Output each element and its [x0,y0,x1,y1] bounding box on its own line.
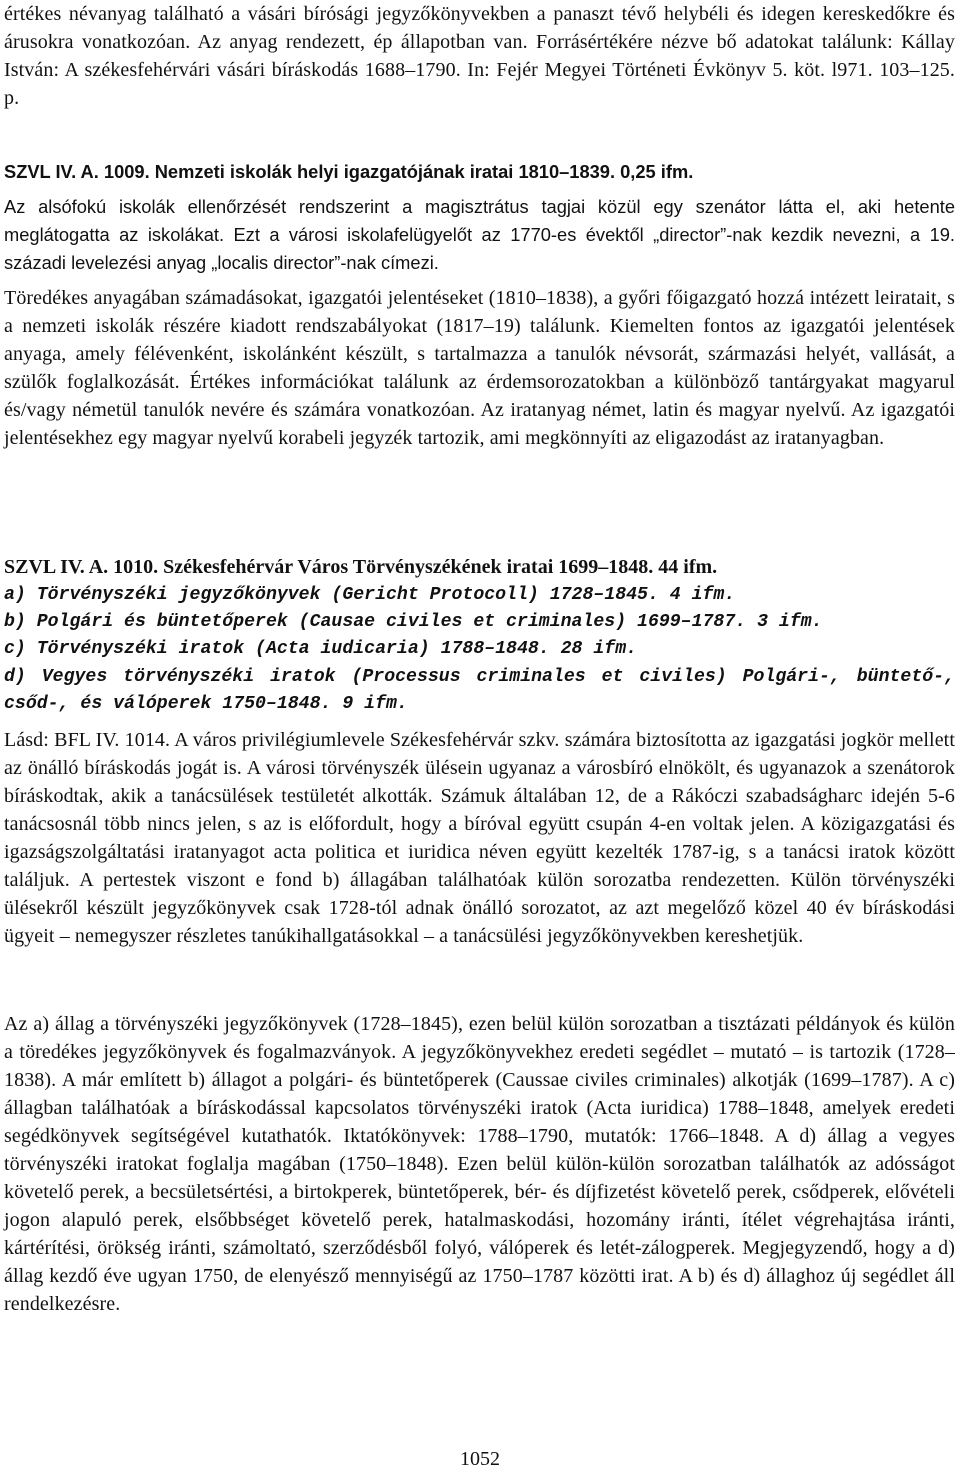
section-1010-heading: SZVL IV. A. 1010. Székesfehérvár Város Törvényszékének iratai 1699–1848. 44 ifm. [4,556,718,578]
section-1010-sub-b: b) Polgári és büntetőperek (Causae civiles et criminales) 1699–1787. 3 ifm. [4,612,823,632]
section-1010-sub-a: a) Törvényszéki jegyzőkönyvek (Gericht Protocoll) 1728–1845. 4 ifm. [4,585,736,605]
section-1010-sub-c: c) Törvényszéki iratok (Acta iudicaria) 1788–1848. 28 ifm. [4,639,638,659]
section-1010-sub-d: d) Vegyes törvényszéki iratok (Processus criminales et civiles) Polgári-, büntető-, csőd-, és válóperek 1750–1848. 9 ifm. [4,667,955,714]
section-1010-paragraph-1: Lásd: BFL IV. 1014. A város privilégiumlevele Székesfehérvár szkv. számára biztosította az igazgatási jogkör mellett az önálló bíráskodás jogát is. A városi törvényszék ülésein ugyanaz a városbíró elnökölt, és ugyanazok a szenátorok bíráskodtak, akik a tanácsülések testületét alkották. Számuk általában 12, de a Rákóczi szabadságharc idején 5-6 tanácsosnál több nincs jelen, s az is előfordult, hogy a bíróval együtt csupán 4-en voltak jelen. A közigazgatási és igazságszolgáltatási iratanyagot acta politica et iuridica néven együtt kezelték 1787-ig, s a tanácsi iratok között találjuk. A pertestek viszont e fond b) állagában találhatóak külön sorozatba rendezetten. Külön törvényszéki ülésekről készült jegyzőkönyvek csak 1728-tól adnak önálló sorozatot, az azt megelőző közel 40 év bíráskodási ügyeit – nemegyszer részletes tanúkihallgatásokkal – a tanácsülési jegyzőkönyvekben kereshetjük. [4,729,955,947]
section-1009-paragraph-1: Az alsófokú iskolák ellenőrzését rendszerint a magisztrátus tagjai közül egy szenátor látta el, aki hetente meglátogatta az iskolákat. Ezt a városi iskolafelügyelőt az 1770-es évektől „director”-nak kezdik nevezni, a 19. századi levelezési anyag „localis director”-nak címezi. [4,196,955,273]
intro-paragraph: értékes névanyag található a vásári bírósági jegyzőkönyvekben a panaszt tévő helybéli és idegen kereskedőkre és árusokra vonatkozóan. Az anyag rendezett, ép állapotban van. Forrásértékére nézve bő adatokat találunk: Kállay István: A székesfehérvári vásári bíráskodás 1688–1790. In: Fejér Megyei Történeti Évkönyv 5. köt. l971. 103–125. p. [4,3,955,109]
section-1009-heading: SZVL IV. A. 1009. Nemzeti iskolák helyi igazgatójának iratai 1810–1839. 0,25 ifm. [4,161,694,182]
section-1010-paragraph-2: Az a) állag a törvényszéki jegyzőkönyvek (1728–1845), ezen belül külön sorozatban a tisztázati példányok és külön a töredékes jegyzőkönyvek és fogalmazványok. A jegyzőkönyvekhez eredeti segédlet – mutató – is tartozik (1728–1838). A már említett b) állagot a polgári- és büntetőperek (Caussae civiles criminales) alkotják (1699–1787). A c) állagban találhatóak a bíráskodással kapcsolatos törvényszéki iratok (Acta iuridica) 1788–1848, amelyek eredeti segédkönyvek segítségével kutathatók. Iktatókönyvek: 1788–1790, mutatók: 1766–1848. A d) állag a vegyes törvényszéki iratokat foglalja magában (1750–1848). Ezen belül külön-külön sorozatban találhatók az adósságot követelő perek, a becsületsértési, a birtokperek, büntetőperek, bér- és díjfizetést követelő perek, csődperek, elővételi jogon alapuló perek, elsőbbséget követelő perek, hatalmaskodási, hozomány iránti, ítélet végrehajtása iránti, kártérítési, örökség iránti, számoltató, szerződésből folyó, válóperek és letét-zálogperek. Megjegyzendő, hogy a d) állag kezdő éve ugyan 1750, de elenyésző mennyiségű az 1750–1787 közötti irat. A b) és d) állaghoz új segédlet áll rendelkezésre. [4,1013,955,1315]
page-number: 1052 [460,1448,500,1470]
section-1009-paragraph-2: Töredékes anyagában számadásokat, igazgatói jelentéseket (1810–1838), a győri főigazgató hozzá intézett leiratait, s a nemzeti iskolák részére kiadott rendszabályokat (1817–19) találunk. Kiemelten fontos az igazgatói jelentések anyaga, amely félévenként, iskolánként készült, s tartalmazza a tanulók névsorát, származási helyét, vallását, a szülők foglalkozását. Értékes információkat találunk az érdemsorozatokban a különböző tantárgyakat magyarul és/vagy németül tanulók nevére és számára vonatkozóan. Az iratanyag német, latin és magyar nyelvű. Az igazgatói jelentésekhez egy magyar nyelvű korabeli jegyzék tartozik, ami megkönnyíti az eligazodást az iratanyagban. [4,287,955,449]
